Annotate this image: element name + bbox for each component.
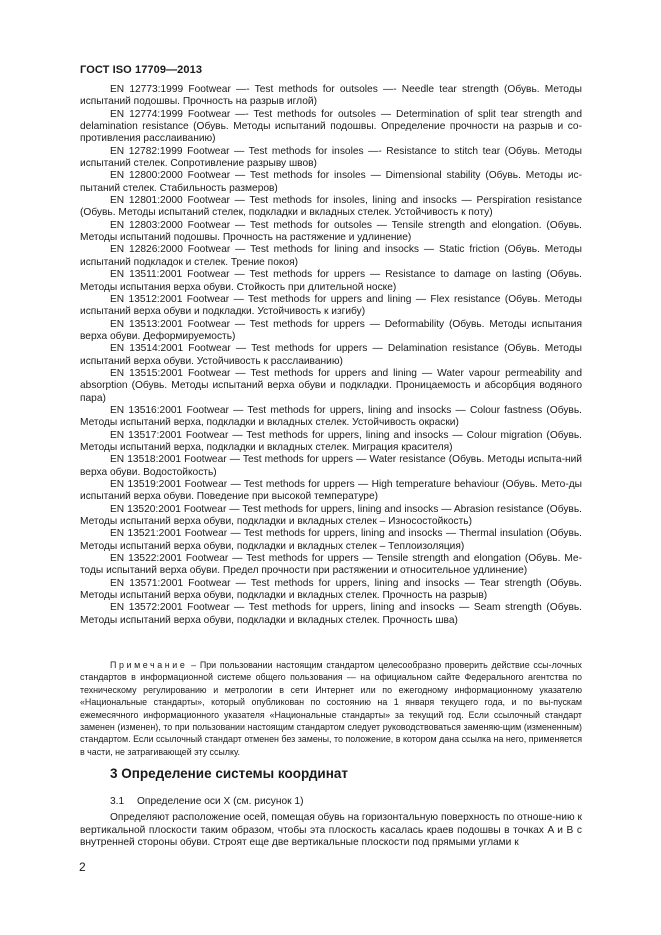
- reference-item: EN 12800:2000 Footwear — Test methods for insoles — Dimensional stability (Обувь. Методы ис-пытаний стелек. Стабильность размеров): [80, 170, 582, 194]
- reference-item: EN 13516:2001 Footwear — Test methods for uppers, lining and insocks — Colour fastness (Обувь. Методы испытаний верха, подкладки и вкладных стелек. Устойчивость окраски): [80, 404, 582, 429]
- reference-item: EN 13513:2001 Footwear — Test methods for uppers — Deformability (Обувь. Методы испытания верха обуви. Деформируемость): [80, 318, 582, 342]
- note-lead: Примечание: [110, 660, 188, 670]
- reference-item: EN 13571:2001 Footwear — Test methods for uppers, lining and insocks — Tear strength (Обувь. Методы испытаний верха обуви, подкладки и вкладных стелек. Прочность на разрыв): [80, 577, 582, 602]
- reference-item: EN 13520:2001 Footwear — Test methods for uppers, lining and insocks — Abrasion resistance (Обувь. Методы испытаний верха обуви, подкладки и вкладных стелек – Износостойкость): [80, 503, 582, 528]
- reference-item: EN 13512:2001 Footwear — Test methods for uppers and lining — Flex resistance (Обувь. Методы испытаний верха обуви и подкладки. Устойчивость к изгибу): [80, 293, 582, 318]
- reference-item: EN 12773:1999 Footwear —- Test methods for outsoles —- Needle tear strength (Обувь. Методы испытаний подошвы. Прочность на разрыв иглой): [80, 84, 582, 108]
- subsection-title: Определение оси X (см. рисунок 1): [137, 796, 304, 807]
- reference-item: EN 12803:2000 Footwear — Test methods for outsoles — Tensile strength and elongation. (Обувь. Методы испытаний подошвы. Прочность на растяжение и удлинение): [80, 219, 582, 244]
- section-heading: 3 Определение системы координат: [110, 766, 349, 781]
- note-text: – При пользовании настоящим стандартом целесообразно проверить действие ссы-лочных стандартов в информационной системе общего пользования — на официальном сайте Федерального агентства по техническому регулированию и метрологии в сети Интернет или по ежегодному информационному указателю «Национальные стандарты», который опубликован по состоянию на 1 января текущего года, и по вы-пускам ежемесячного информационного указателя «Национальные стандарты» за текущий год. Если ссылочный стандарт заменен (изменен), то при пользовании настоящим стандартом следует руководствоваться заменяю-щим (измененным) стандартом. Если ссылочный стандарт отменен без замены, то положение, в котором дана ссылка на него, применяется в части, не затрагивающей эту ссылку.: [80, 660, 582, 757]
- reference-item: EN 13518:2001 Footwear — Test methods for uppers — Water resistance (Обувь. Методы испыта-ний верха обуви. Водостойкость): [80, 454, 582, 478]
- standard-header: ГОСТ ISO 17709—2013: [80, 64, 203, 76]
- reference-item: EN 13522:2001 Footwear — Test methods for uppers — Tensile strength and elongation (Обувь. Ме-тоды испытаний верха обуви. Предел прочности при растяжении и относительное удлинение): [80, 553, 582, 577]
- reference-item: EN 12774:1999 Footwear —- Test methods for outsoles — Determination of split tear strength and delamination resistance (Обувь. Методы испытаний подошвы. Определение прочности на разрыв и со-противления расслаиванию): [80, 108, 582, 145]
- page-number: 2: [79, 860, 86, 874]
- reference-item: EN 12826:2000 Footwear — Test methods for lining and insocks — Static friction (Обувь. Методы испытаний подкладок и стелек. Трение покоя): [80, 244, 582, 268]
- reference-item: EN 13521:2001 Footwear — Test methods for uppers, lining and insocks — Thermal insulation (Обувь. Методы испытаний верха обуви, подкладки и вкладных стелек – Теплоизоляция): [80, 528, 582, 552]
- subsection-heading: [110, 796, 303, 807]
- body-paragraph: Определяют расположение осей, помещая обувь на горизонтальную поверхность по отноше-нию к вертикальной плоскости таким образом, чтобы эта плоскость касалась краев подошвы в точках A и B с внутренней стороны обуви. Строят еще две вертикальные плоскости под прямыми углами к: [80, 812, 582, 849]
- reference-item: EN 13511:2001 Footwear — Test methods for uppers — Resistance to damage on lasting (Обувь. Методы испытания верха обуви. Стойкость при длительной носке): [80, 269, 582, 293]
- reference-item: EN 12801:2000 Footwear — Test methods for insoles, lining and insocks — Perspiration resistance (Обувь. Методы испытаний стелек, подкладки и вкладных стелек. Устойчивость к поту): [80, 195, 582, 219]
- reference-item: EN 13514:2001 Footwear — Test methods for uppers — Delamination resistance (Обувь. Методы испытаний верха обуви. Устойчивость к расслаиванию): [80, 343, 582, 367]
- reference-item: EN 12782:1999 Footwear — Test methods for insoles —- Resistance to stitch tear (Обувь. Методы испытаний стелек. Сопротивление разрыву швов): [80, 145, 582, 170]
- subsection-number: 3.1: [110, 796, 125, 807]
- reference-item: EN 13572:2001 Footwear — Test methods for uppers, lining and insocks — Seam strength (Обувь. Методы испытаний верха обуви, подкладки и вкладных стелек. Прочность шва): [80, 602, 582, 626]
- reference-list: [80, 84, 582, 627]
- reference-item: EN 13519:2001 Footwear — Test methods for uppers — High temperature behaviour (Обувь. Мето-ды испытаний верха обуви. Поведение при высокой температуре): [80, 479, 582, 503]
- reference-item: EN 13515:2001 Footwear — Test methods for uppers and lining — Water vapour permeability and absorption (Обувь. Методы испытаний верха обуви и подкладки. Проницаемость и абсорбция водяного пара): [80, 367, 582, 404]
- reference-item: EN 13517:2001 Footwear — Test methods for uppers, lining and insocks — Colour migration (Обувь. Методы испытаний верха, подкладки и вкладных стелек. Миграция красителя): [80, 429, 582, 453]
- note-paragraph: [80, 659, 582, 758]
